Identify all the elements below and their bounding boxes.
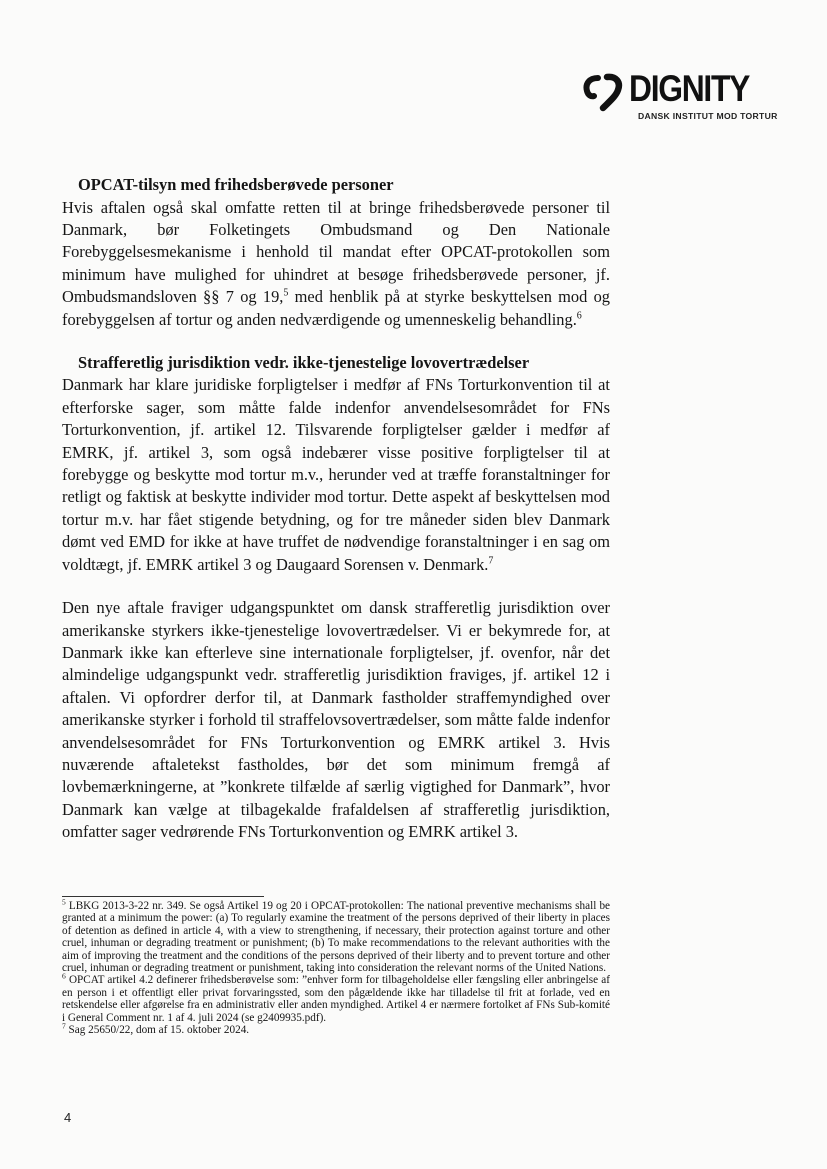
section-opcat (62, 174, 610, 331)
footnote (62, 971, 610, 1024)
footnote-number: 6 (62, 971, 66, 981)
footnote (62, 897, 610, 975)
logo-wordmark: DIGNITY (629, 68, 750, 109)
logo-tagline: DANSK INSTITUT MOD TORTUR (638, 111, 778, 121)
footnotes (62, 897, 610, 1037)
paragraph-text: Hvis aftalen også skal omfatte retten til at bringe frihedsberøvede personer til Danmark, bør Folketingets Ombudsmand og Den Nationale Forebyggelsesmekanisme i henhold til mandat efter OPCAT-protokollen som minimum have mulighed for uhindret at besøge frihedsberøvede personer, jf. Ombudsmandsloven §§ 7 og 19, (62, 197, 610, 307)
section-agreement (62, 597, 610, 843)
footnote-text: OPCAT artikel 4.2 definerer frihedsberøvelse som: ”enhver form for tilbageholdelse eller fængsling eller anbringelse af en person i et offentligt eller privat forvaringssted, som den pågældende ikke har tilladelse til frit at forlade, ved en retskendelse eller afgørelse fra en administrativ eller anden myndighed. Artikel 4 er nærmere fortolket af FNs Sub-komité i General Comment nr. 1 af 4. juli 2024 (se g2409935.pdf). (62, 974, 610, 1024)
section-jurisdiction (62, 352, 610, 576)
footnote (62, 1021, 610, 1037)
document-body (62, 174, 610, 844)
footnote-ref[interactable]: 5 (283, 287, 289, 299)
page-number: 4 (64, 1110, 72, 1125)
footnote-number: 5 (62, 897, 66, 907)
paragraph (62, 597, 610, 843)
footnote-number: 7 (62, 1021, 66, 1031)
paragraph (62, 374, 610, 576)
section-heading: OPCAT-tilsyn med frihedsberøvede personer (78, 175, 394, 194)
footnote-text: Sag 25650/22, dom af 15. oktober 2024. (65, 1024, 250, 1037)
dignity-mark-icon (583, 72, 627, 112)
paragraph (62, 197, 610, 331)
paragraph-text: Danmark har klare juridiske forpligtelser i medfør af FNs Torturkonvention til at efterforske sager, som måtte falde indenfor anvendelsesområdet for FNs Torturkonvention, jf. artikel 12. Tilsvarende forpligtelser gælder i medfør af EMRK, jf. artikel 3, som også indebærer visse positive forpligtelser til at forebygge og beskytte mod tortur m.v., herunder ved at træffe foranstaltninger for retligt og faktisk at beskytte individer mod tortur. Dette aspekt af beskyttelsen mod tortur m.v. har fået stigende betydning, og for tre måneder siden blev Danmark dømt ved EMD for ikke at have truffet de nødvendige foranstaltninger i en sag om voldtægt, jf. EMRK artikel 3 og Daugaard Sorensen v. Denmark. (62, 375, 610, 574)
dignity-logo (583, 68, 783, 128)
paragraph-text: med henblik på at styrke beskyttelsen mod og forebyggelsen af tortur og anden nedværdigende og umenneskelig behandling. (62, 287, 610, 329)
paragraph-text: Den nye aftale fraviger udgangspunktet om dansk strafferetlig jurisdiktion over amerikanske styrkers ikke-tjenestelige lovovertrædelser. Vi er bekymrede for, at Danmark ikke kan efterleve sine internationale forpligtelser, jf. ovenfor, når det almindelige udgangspunkt vedr. strafferetlig jurisdiktion fraviges, jf. artikel 12 i aftalen. Vi opfordrer derfor til, at Danmark fastholder straffemyndighed over amerikanske styrker i forhold til straffelovsovertrædelser, som måtte falde indenfor anvendelsesområdet for FNs Torturkonvention og EMRK artikel 3. Hvis nuværende aftaletekst fastholdes, bør det som minimum fremgå af lovbemærkningerne, at ”konkrete tilfælde af særlig vigtighed for Danmark”, hvor Danmark kan vælge at tilbagekalde frafaldelsen af strafferetlig jurisdiktion, omfatter sager vedrørende FNs Torturkonvention og EMRK artikel 3. (62, 598, 610, 842)
footnote-text: LBKG 2013-3-22 nr. 349. Se også Artikel 19 og 20 i OPCAT-protokollen: The national preventive mechanisms shall be granted at a minimum the power: (a) To regularly examine the treatment of the persons deprived of their liberty in places of detention as defined in article 4, with a view to strengthening, if necessary, their protection against torture and other cruel, inhuman or degrading treatment or punishment; (b) To make recommendations to the relevant authorities with the aim of improving the treatment and the conditions of the persons deprived of their liberty and to prevent torture and other cruel, inhuman or degrading treatment or punishment, taking into consideration the relevant norms of the United Nations. (62, 900, 610, 975)
footnote-ref[interactable]: 7 (488, 555, 494, 567)
section-heading: Strafferetlig jurisdiktion vedr. ikke-tjenestelige lovovertrædelser (78, 352, 530, 372)
footnote-ref[interactable]: 6 (576, 310, 582, 322)
footnote-divider (62, 896, 264, 897)
